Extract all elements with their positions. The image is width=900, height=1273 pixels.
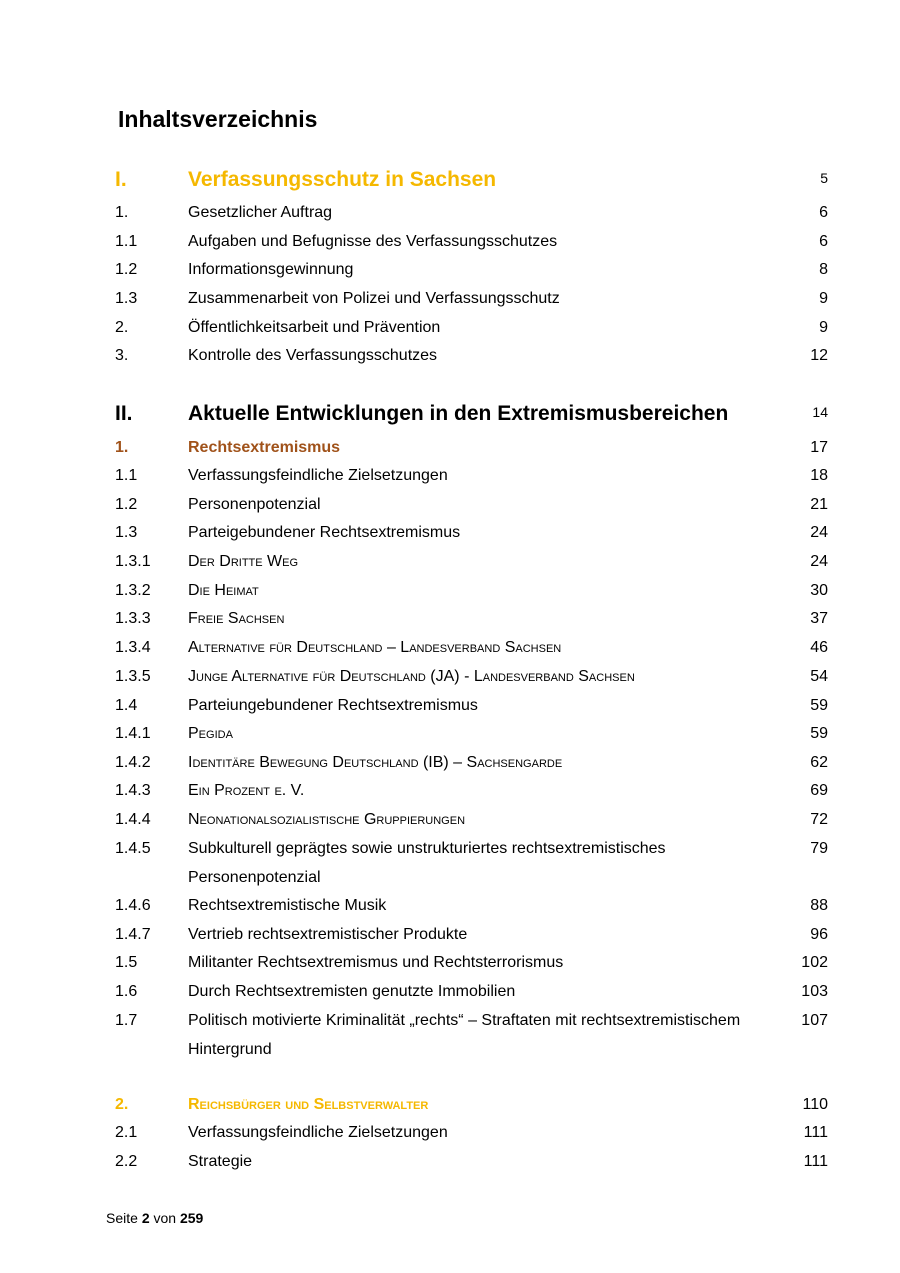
entry-number: 1.4.2 (115, 754, 151, 771)
section-number: I. (115, 168, 127, 191)
footer-total-pages: 259 (179, 1210, 204, 1226)
entry-title: Rechtsextremistische Musik (188, 897, 387, 914)
entry-number: 1.2 (115, 496, 138, 513)
entry-page: 111 (803, 1153, 828, 1170)
page-footer (106, 1210, 203, 1226)
entry-title: Parteigebundener Rechtsextremismus (188, 524, 461, 541)
entry-title: Durch Rechtsextremisten genutzte Immobilien (188, 983, 516, 1000)
section-title: Verfassungsschutz in Sachsen (188, 168, 497, 191)
entry-title: Zusammenarbeit von Polizei und Verfassungsschutz (188, 290, 560, 307)
footer-page-number: 2 (141, 1210, 150, 1226)
entry-page: 96 (810, 926, 828, 943)
entry-title: Militanter Rechtsextremismus und Rechtsterrorismus (188, 954, 564, 971)
entry-number: 1.3.5 (115, 668, 151, 685)
entry-page: 21 (810, 496, 828, 513)
subsection-title: Reichsbürger und Selbstverwalter (188, 1096, 429, 1113)
section-page: 5 (820, 170, 828, 186)
subsection-number: 1. (115, 439, 129, 456)
entry-number: 1.3.2 (115, 582, 151, 599)
entry-number: 1.3 (115, 290, 138, 307)
entry-title-continued: Personenpotenzial (188, 869, 321, 886)
entry-page: 8 (819, 261, 828, 278)
section-page: 14 (812, 404, 828, 420)
entry-title: Pegida (188, 725, 233, 742)
entry-page: 72 (810, 811, 828, 828)
entry-number: 2. (115, 319, 129, 336)
entry-page: 69 (810, 782, 828, 799)
entry-number: 1.4.4 (115, 811, 151, 828)
entry-title: Öffentlichkeitsarbeit und Prävention (188, 319, 441, 336)
entry-number: 1.3 (115, 524, 138, 541)
entry-page: 37 (810, 610, 828, 627)
entry-number: 1.1 (115, 467, 138, 484)
subsection-page: 110 (802, 1096, 828, 1113)
entry-page: 54 (810, 668, 828, 685)
entry-number: 1.2 (115, 261, 138, 278)
footer-prefix: Seite (106, 1210, 138, 1226)
entry-number: 1.4.5 (115, 840, 151, 857)
entry-title: Alternative für Deutschland – Landesverband Sachsen (188, 639, 562, 656)
entry-title: Die Heimat (188, 582, 259, 599)
entry-number: 1.4.3 (115, 782, 151, 799)
section-title: Aktuelle Entwicklungen in den Extremismusbereichen (188, 402, 729, 425)
entry-number: 1.5 (115, 954, 138, 971)
page-title: Inhaltsverzeichnis (118, 106, 318, 132)
entry-page: 79 (810, 840, 828, 857)
entry-title: Neonationalsozialistische Gruppierungen (188, 811, 466, 828)
subsection-number: 2. (115, 1096, 129, 1113)
entry-number: 1.6 (115, 983, 138, 1000)
entry-page: 62 (810, 754, 828, 771)
entry-title: Parteiungebundener Rechtsextremismus (188, 697, 478, 714)
entry-number: 1.3.1 (115, 553, 151, 570)
entry-page: 9 (819, 290, 828, 307)
entry-title: Verfassungsfeindliche Zielsetzungen (188, 467, 448, 484)
entry-page: 111 (803, 1124, 828, 1141)
entry-page: 30 (810, 582, 828, 599)
entry-number: 1.3.4 (115, 639, 151, 656)
entry-number: 2.2 (115, 1153, 138, 1170)
entry-title: Verfassungsfeindliche Zielsetzungen (188, 1124, 448, 1141)
entry-title-continued: Hintergrund (188, 1041, 272, 1058)
entry-title: Aufgaben und Befugnisse des Verfassungsschutzes (188, 233, 558, 250)
subsection-title: Rechtsextremismus (188, 439, 341, 456)
footer-middle: von (153, 1210, 177, 1226)
entry-page: 88 (810, 897, 828, 914)
entry-title: Junge Alternative für Deutschland (JA) - Landesverband Sachsen (188, 668, 635, 685)
entry-title: Personenpotenzial (188, 496, 321, 513)
entry-title: Subkulturell geprägtes sowie unstrukturiertes rechtsextremistisches (188, 840, 666, 857)
entry-title: Vertrieb rechtsextremistischer Produkte (188, 926, 468, 943)
entry-page: 102 (801, 954, 828, 971)
entry-title: Identitäre Bewegung Deutschland (IB) – Sachsengarde (188, 754, 563, 771)
entry-page: 103 (801, 983, 828, 1000)
entry-page: 6 (819, 204, 828, 221)
entry-page: 18 (810, 467, 828, 484)
entry-title: Politisch motivierte Kriminalität „rechts“ – Straftaten mit rechtsextremistischem (188, 1012, 741, 1029)
section-number: II. (115, 402, 133, 425)
entry-title: Gesetzlicher Auftrag (188, 204, 333, 221)
entry-title: Informationsgewinnung (188, 261, 354, 278)
entry-title: Ein Prozent e. V. (188, 782, 305, 799)
entry-page: 24 (810, 553, 828, 570)
entry-number: 1.4.6 (115, 897, 151, 914)
entry-page: 9 (819, 319, 828, 336)
entry-title: Strategie (188, 1153, 253, 1170)
entry-number: 1.4.1 (115, 725, 151, 742)
entry-number: 3. (115, 347, 129, 364)
entry-number: 1.4.7 (115, 926, 151, 943)
entry-number: 2.1 (115, 1124, 138, 1141)
entry-number: 1.3.3 (115, 610, 151, 627)
entry-page: 46 (810, 639, 828, 656)
entry-page: 12 (810, 347, 828, 364)
entry-page: 59 (810, 697, 828, 714)
entry-title: Freie Sachsen (188, 610, 285, 627)
entry-page: 59 (810, 725, 828, 742)
entry-title: Kontrolle des Verfassungsschutzes (188, 347, 438, 364)
entry-page: 107 (801, 1012, 828, 1029)
entry-number: 1.1 (115, 233, 138, 250)
entry-title: Der Dritte Weg (188, 553, 299, 570)
entry-number: 1.7 (115, 1012, 138, 1029)
subsection-page: 17 (810, 439, 828, 456)
entry-number: 1.4 (115, 697, 138, 714)
entry-page: 24 (810, 524, 828, 541)
entry-number: 1. (115, 204, 129, 221)
entry-page: 6 (819, 233, 828, 250)
